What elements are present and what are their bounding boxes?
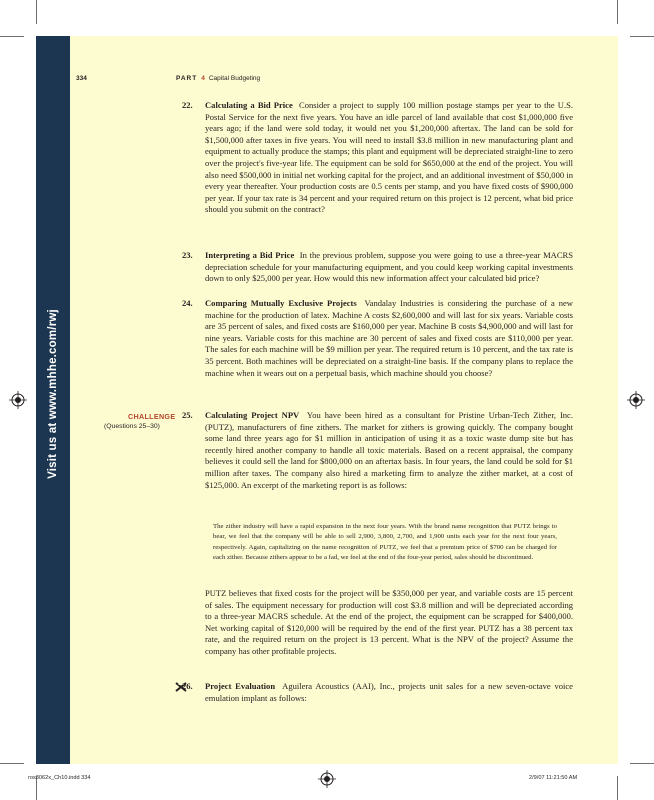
crop-mark <box>617 0 618 24</box>
textbook-page <box>36 36 618 764</box>
problem-number: 26. <box>182 681 193 691</box>
section-title: Capital Budgeting <box>208 75 261 82</box>
problem-title: Project Evaluation <box>205 681 276 691</box>
crop-mark <box>0 763 24 764</box>
crop-mark <box>617 776 618 800</box>
sidebar-url-text: Visit us at www.mhhe.com/rwj <box>47 309 59 479</box>
crop-mark <box>36 0 37 24</box>
problem-number: 22. <box>182 100 193 110</box>
part-number: 4 <box>201 75 205 82</box>
problem-text: Aguilera Acoustics (AAI), Inc., projects unit sales for a new seven-octave voice emulation implant as follows: <box>205 681 573 703</box>
print-slug-date: 2/9/07 11:21:50 AM <box>529 775 578 781</box>
crop-mark <box>630 36 654 37</box>
problem-text: You have been hired as a consultant for Pristine Urban-Tech Zither, Inc. (PUTZ), manufacturers of fine zithers. The market for zithers is growing quickly. The company bought some land three years ago for $1 million in anticipation of using it as a toxic waste dump site but has recently hired another company to handle all toxic materials. Based on a recent appraisal, the company believes it could sell the land for $800,000 on an aftertax basis. In four years, the land could be sold for $1 million after taxes. The company also hired a marketing firm to analyze the zither market, at a cost of $125,000. An excerpt of the marketing report is as follows: <box>205 410 573 490</box>
problem-25 <box>182 410 573 491</box>
problem-text: In the previous problem, suppose you were going to use a three-year MACRS depreciation schedule for your manufacturing equipment, and you could keep working capital investments down to only $25,000 per year. How would this new information affect your calculated bid price? <box>205 250 573 284</box>
challenge-questions: (Questions 25–30) <box>104 423 160 430</box>
challenge-label: CHALLENGE <box>128 412 176 421</box>
crop-mark <box>0 36 24 37</box>
marketing-report-excerpt: The zither industry will have a rapid expansion in the next four years. With the brand name recognition that PUTZ brings to bear, we feel that the company will be able to sell 2,900, 3,800, 2,700, and 1,900 units each year for the next four years, respectively. Again, capitalizing on the name recognition of PUTZ, we feel that a premium price of $700 can be charged for each zither. Because zithers appear to be a fad, we feel at the end of the four-year period, sales should be discontinued. <box>213 523 557 561</box>
running-header <box>176 75 260 82</box>
crop-mark <box>630 763 654 764</box>
problem-number: 24. <box>182 298 193 308</box>
problem-22 <box>182 100 573 216</box>
problem-number: 23. <box>182 250 193 260</box>
problem-text: Vandalay Industries is considering the purchase of a new machine for the production of latex. Machine A costs $2,600,000 and will last for six years. Variable costs are 35 percent of sales, and fixed costs are $160,000 per year. Machine B costs $4,900,000 and will last for nine years. Variable costs for this machine are 30 percent of sales and fixed costs are $110,000 per year. The sales for each machine will be $9 million per year. The required return is 10 percent, and the tax rate is 35 percent. Both machines will be depreciated on a straight-line basis. If the company plans to replace the machine when it wears out on a perpetual basis, which machine should you choose? <box>205 298 573 378</box>
problem-26 <box>182 681 573 704</box>
problem-text: Consider a project to supply 100 million postage stamps per year to the U.S. Postal Service for the next five years. You have an idle parcel of land available that cost $1,000,000 five years ago; if the land were sold today, it would net you $1,200,000 aftertax. The land can be sold for $1,500,000 after taxes in five years. You will need to install $3.8 million in new manufacturing plant and equipment to actually produce the stamps; this plant and equipment will be depreciated straight-line to zero over the project's five-year life. The equipment can be sold for $650,000 at the end of the project. You will also need $500,000 in initial net working capital for the project, and an additional investment of $50,000 in every year thereafter. Your production costs are 0.5 cents per stamp, and you have fixed costs of $900,000 per year. If your tax rate is 34 percent and your required return on this project is 12 percent, what bid price should you submit on the contract? <box>205 100 573 215</box>
problem-number: 25. <box>182 410 193 420</box>
problem-title: Interpreting a Bid Price <box>205 250 295 260</box>
problem-title: Calculating Project NPV <box>205 410 300 420</box>
registration-mark-icon <box>9 391 27 409</box>
problem-title: Comparing Mutually Exclusive Projects <box>205 298 357 308</box>
problem-title: Calculating a Bid Price <box>205 100 293 110</box>
problem-23 <box>182 250 573 285</box>
part-label: PART <box>176 75 198 82</box>
registration-mark-icon <box>627 391 645 409</box>
sidebar-band <box>36 36 70 764</box>
problem-25-continuation: PUTZ believes that fixed costs for the project will be $350,000 per year, and variable costs are 15 percent of sales. The equipment necessary for production will cost $3.8 million and will be depreciated according to a three-year MACRS schedule. At the end of the project, the equipment can be scrapped for $400,000. Net working capital of $120,000 will be required by the end of the first year. PUTZ has a 38 percent tax rate, and the required return on the project is 13 percent. What is the NPV of the project? Assume the company has other profitable projects. <box>205 588 573 656</box>
page-number: 334 <box>76 75 87 82</box>
registration-mark-icon <box>318 770 336 788</box>
problem-24 <box>182 298 573 379</box>
print-slug-file: ros3062x_Ch10.indd 334 <box>28 775 91 781</box>
